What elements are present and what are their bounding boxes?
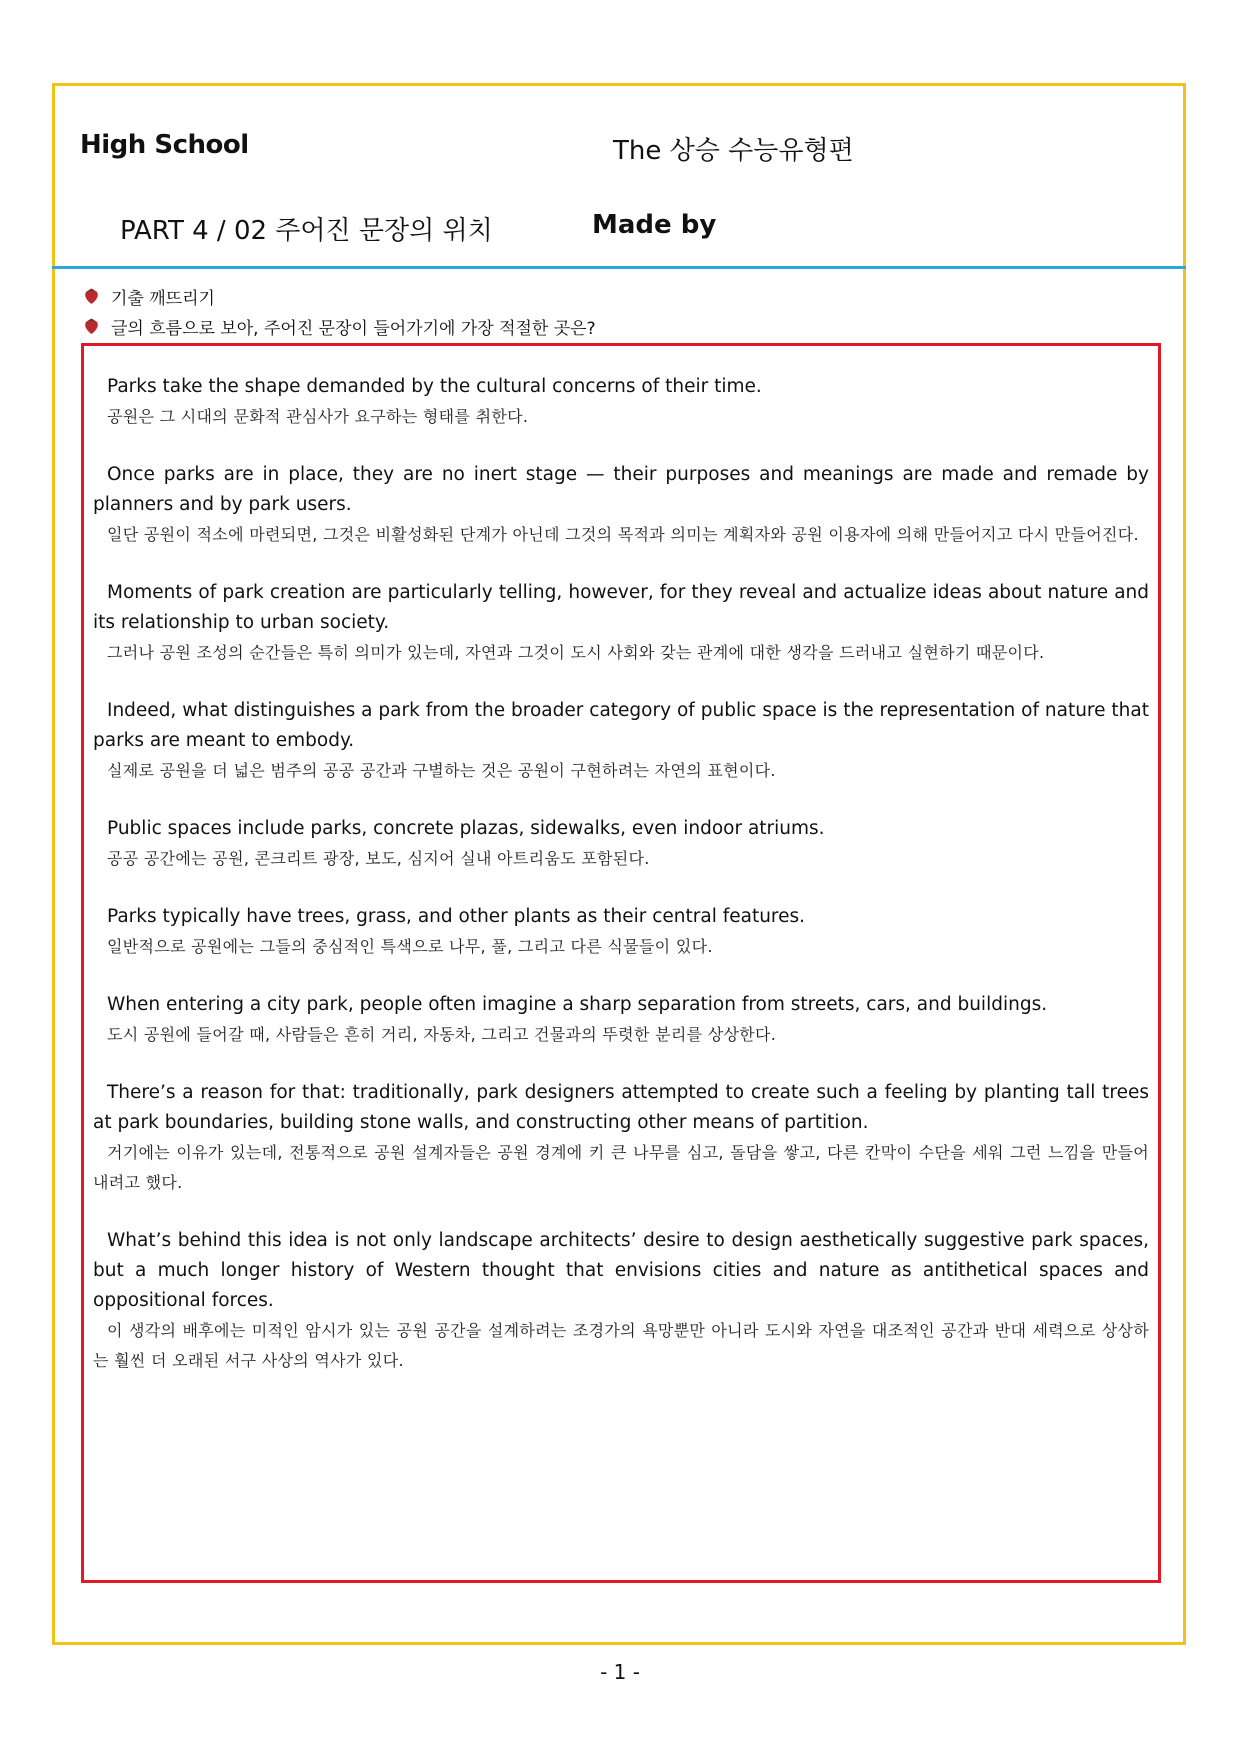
made-by-label: Made by: [592, 210, 717, 240]
strawberry-icon: [84, 288, 99, 305]
english-sentence: When entering a city park, people often imagine a sharp separation from streets, cars, and buildings.: [107, 994, 1048, 1015]
passage-paragraph: [93, 1078, 1149, 1198]
passage-paragraph: [93, 696, 1149, 786]
korean-translation: 실제로 공원을 더 넓은 범주의 공공 공간과 구별하는 것은 공원이 구현하려는 자연의 표현이다.: [107, 761, 776, 780]
korean-translation: 공공 공간에는 공원, 콘크리트 광장, 보도, 심지어 실내 아트리움도 포함된다.: [107, 849, 650, 868]
part-title: PART 4 / 02 주어진 문장의 위치: [120, 216, 493, 246]
korean-translation: 일단 공원이 적소에 마련되면, 그것은 비활성화된 단계가 아닌데 그것의 목적과 의미는 계획자와 공원 이용자에 의해 만들어지고 다시 만들어진다.: [107, 525, 1139, 544]
strawberry-icon: [84, 318, 99, 335]
bullet-section-title: [84, 284, 215, 309]
english-sentence: Moments of park creation are particularly telling, however, for they reveal and actualize ideas about nature and its relationship to urban society.: [93, 582, 1149, 633]
passage-paragraph: [93, 990, 1149, 1050]
passage-paragraph: [93, 814, 1149, 874]
korean-translation: 공원은 그 시대의 문화적 관심사가 요구하는 형태를 취한다.: [107, 407, 529, 426]
korean-translation: 거기에는 이유가 있는데, 전통적으로 공원 설계자들은 공원 경계에 키 큰 나무를 심고, 돌담을 쌓고, 다른 칸막이 수단을 세워 그런 느낌을 만들어 내려고 했다.: [93, 1143, 1149, 1192]
english-sentence: Parks take the shape demanded by the cultural concerns of their time.: [107, 376, 762, 397]
english-sentence: Once parks are in place, they are no inert stage — their purposes and meanings are made and remade by planners and by park users.: [93, 464, 1149, 515]
korean-translation: 도시 공원에 들어갈 때, 사람들은 흔히 거리, 자동차, 그리고 건물과의 뚜렷한 분리를 상상한다.: [107, 1025, 777, 1044]
passage-paragraph: [93, 372, 1149, 432]
header-divider: [52, 266, 1186, 269]
question-prompt: 글의 흐름으로 보아, 주어진 문장이 들어가기에 가장 적절한 곳은?: [111, 319, 596, 339]
english-sentence: Indeed, what distinguishes a park from the broader category of public space is the representation of nature that parks are meant to embody.: [93, 700, 1149, 751]
passage-paragraph: [93, 1226, 1149, 1376]
korean-translation: 그러나 공원 조성의 순간들은 특히 의미가 있는데, 자연과 그것이 도시 사회와 갖는 관계에 대한 생각을 드러내고 실현하기 때문이다.: [107, 643, 1045, 662]
passage: [93, 372, 1149, 1404]
english-sentence: Parks typically have trees, grass, and other plants as their central features.: [107, 906, 806, 927]
english-sentence: There’s a reason for that: traditionally, park designers attempted to create such a feeling by planting tall trees at park boundaries, building stone walls, and constructing other means of partition.: [93, 1082, 1149, 1133]
page-number: - 1 -: [600, 1660, 640, 1684]
passage-paragraph: [93, 902, 1149, 962]
korean-translation: 이 생각의 배후에는 미적인 암시가 있는 공원 공간을 설계하려는 조경가의 욕망뿐만 아니라 도시와 자연을 대조적인 공간과 반대 세력으로 상상하는 훨씬 더 오래된 서구 사상의 역사가 있다.: [93, 1321, 1149, 1370]
korean-translation: 일반적으로 공원에는 그들의 중심적인 특색으로 나무, 풀, 그리고 다른 식물들이 있다.: [107, 937, 713, 956]
bullet-label: 기출 깨뜨리기: [111, 289, 215, 309]
passage-paragraph: [93, 578, 1149, 668]
english-sentence: Public spaces include parks, concrete plazas, sidewalks, even indoor atriums.: [107, 818, 825, 839]
bullet-question: [84, 314, 596, 339]
book-title: The 상승 수능유형편: [613, 136, 854, 166]
school-level-label: High School: [80, 130, 249, 160]
passage-paragraph: [93, 460, 1149, 550]
english-sentence: What’s behind this idea is not only landscape architects’ desire to design aesthetically suggestive park spaces, but a much longer history of Western thought that envisions cities and nature as antithetical spaces and oppositional forces.: [93, 1230, 1149, 1311]
